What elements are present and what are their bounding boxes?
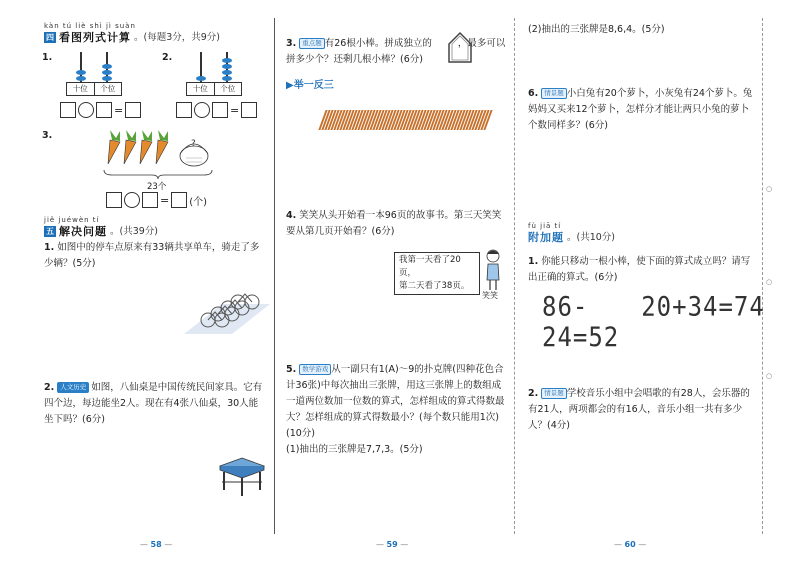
bonus-1-number: 1. [528, 256, 539, 267]
equals-sign: = [160, 193, 170, 207]
bonus-pinyin: fù jiā tí [528, 222, 562, 230]
matchstick-equation-1: 86-24=52 [542, 291, 620, 353]
bonus-2-number: 2. [528, 388, 539, 399]
speech-line-2: 第二天看了38页。 [399, 281, 470, 291]
section4-pinyin: kàn tú liè shì jì suàn [44, 22, 136, 30]
problem-3-tag: 重点题 [299, 38, 325, 49]
binding-mark: ○ [766, 185, 773, 193]
bonus-problem-1 [528, 254, 758, 286]
problem-4 [286, 208, 508, 240]
problem-4-text: 笑笑从头开始看一本96页的故事书。第三天笑笑要从第几页开始看？(6分) [286, 210, 502, 237]
girl-icon [482, 248, 504, 292]
q1-number: 1. [42, 52, 53, 63]
answer-box[interactable] [60, 102, 76, 118]
bonus-1-text: 你能只移动一根小棒，使下面的算式成立吗？请写出正确的算式。(6分) [528, 256, 751, 283]
page-number-59: — 59 — [376, 540, 409, 549]
extend-practice-label: ▶举一反三 [286, 80, 334, 91]
q3-answer [106, 192, 207, 208]
problem-5-number: 5. [286, 364, 297, 375]
page-58 [44, 22, 266, 527]
ones-label: 个位 [100, 84, 116, 93]
bonus-heading [528, 231, 615, 244]
problem-6-text: 小白兔有20个萝卜，小灰兔有24个萝卜。兔妈妈又买来12个萝卜，怎样分才能让两只小兔的萝卜个数同样多？(6分) [528, 88, 753, 131]
abacus-questions [44, 44, 266, 124]
q1-answer [60, 102, 141, 118]
problem-6 [528, 86, 758, 134]
q2-number: 2. [162, 52, 173, 63]
tens-label: 十位 [187, 83, 215, 95]
section4-score: 。(每题3分，共9分) [134, 32, 221, 43]
unit-label: (个) [189, 196, 208, 208]
matchstick-equations [542, 291, 765, 353]
bonus-score: 。(共10分) [567, 232, 616, 243]
matchsticks-row [322, 110, 489, 130]
problem-1-number: 1. [44, 242, 55, 253]
answer-box[interactable] [142, 192, 158, 208]
tens-label: 十位 [67, 83, 95, 95]
answer-box[interactable] [176, 102, 192, 118]
speech-bubble [394, 252, 480, 295]
q3-number: 3. [42, 130, 53, 141]
page-number-60: — 60 — [614, 540, 647, 549]
answer-box[interactable] [212, 102, 228, 118]
carrot-question [44, 128, 266, 210]
q2-answer [176, 102, 257, 118]
carrot-total: 23个 [147, 182, 167, 192]
problem-2-tag: 人文历史 [57, 382, 89, 393]
svg-text:?: ? [191, 139, 196, 149]
bonus-2-text: 学校音乐小组中会唱歌的有28人，会乐器的有21人，两项都会的有16人，音乐小组一共有多少人？(4分) [528, 388, 750, 431]
problem-1-text: 如图中的停车点原来有33辆共享单车，骑走了多少辆？(5分) [44, 242, 260, 269]
column-divider [514, 18, 515, 534]
answer-box[interactable] [96, 102, 112, 118]
section5-number: 五 [46, 227, 54, 236]
matchstick-equation-2: 20+34=74 [641, 291, 765, 322]
problem-5-text: 从一副只有1(A)～9的扑克牌(四种花色合计36张)中每次抽出三张牌，用这三张牌上的数组成一道两位数加一位数的算式，怎样组成的算式得数最大？怎样组成的算式得数最小？(每个数只能用1次)(10分) [286, 364, 505, 439]
operator-circle[interactable] [194, 102, 210, 118]
answer-box[interactable] [106, 192, 122, 208]
brace-icon [102, 168, 214, 180]
speaker-name: 笑笑 [482, 291, 498, 300]
carrots-icon [102, 128, 212, 170]
bonus-problem-2 [528, 386, 758, 434]
problem-2 [44, 380, 266, 428]
problem-5-sub-1: (1)抽出的三张牌是7,7,3。(5分) [286, 444, 423, 455]
problem-5 [286, 362, 510, 458]
binding-mark: ○ [766, 372, 773, 380]
section4-number: 四 [46, 33, 54, 42]
problem-5-sub-2: (2)抽出的三张牌是8,6,4。(5分) [528, 24, 665, 35]
problem-4-number: 4. [286, 210, 297, 221]
section4-title: 看图列式计算 [59, 31, 131, 44]
problem-2-number: 2. [44, 382, 55, 393]
section5-title: 解决问题 [59, 225, 107, 238]
section4-heading [44, 31, 266, 44]
page-59 [286, 22, 508, 527]
problem-3-text-b: ，最多可以拼多少个？还剩几根小棒？(6分) [286, 38, 506, 65]
problem-3-text-a: 有26根小棒。拼成独立的 [324, 38, 432, 49]
section5-pinyin: jiě juéwèn tí [44, 216, 100, 224]
column-divider [274, 18, 275, 534]
equals-sign: = [114, 103, 124, 117]
table-icon [216, 452, 268, 498]
problem-6-tag: 情景题 [541, 88, 567, 99]
bicycles-icon [182, 276, 272, 336]
equals-sign: = [230, 103, 240, 117]
problem-5-tag: 数学游戏 [299, 364, 331, 375]
operator-circle[interactable] [124, 192, 140, 208]
stick-house-icon [446, 30, 474, 64]
section5-score: 。(共39分) [110, 226, 159, 237]
page-number-58: — 58 — [140, 540, 173, 549]
problem-1 [44, 240, 266, 272]
answer-box[interactable] [171, 192, 187, 208]
problem-3 [286, 36, 508, 68]
abacus-2 [186, 46, 242, 96]
bonus-2-tag: 情景题 [541, 388, 567, 399]
answer-box[interactable] [125, 102, 141, 118]
answer-box[interactable] [241, 102, 257, 118]
ones-label: 个位 [220, 84, 236, 93]
binding-line [762, 18, 763, 534]
speech-line-1: 我第一天看了20页， [399, 255, 461, 278]
page-60 [528, 22, 765, 527]
binding-mark: ○ [766, 278, 773, 286]
problem-3-number: 3. [286, 38, 297, 49]
section5-heading [44, 225, 266, 238]
problem-6-number: 6. [528, 88, 539, 99]
abacus-1 [66, 46, 122, 96]
operator-circle[interactable] [78, 102, 94, 118]
problem-2-text: 如图，八仙桌是中国传统民间家具。它有四个边，每边能坐2人。现在有4张八仙桌，30人能坐下吗？(6分) [44, 382, 263, 425]
bonus-title: 附加题 [528, 231, 564, 244]
